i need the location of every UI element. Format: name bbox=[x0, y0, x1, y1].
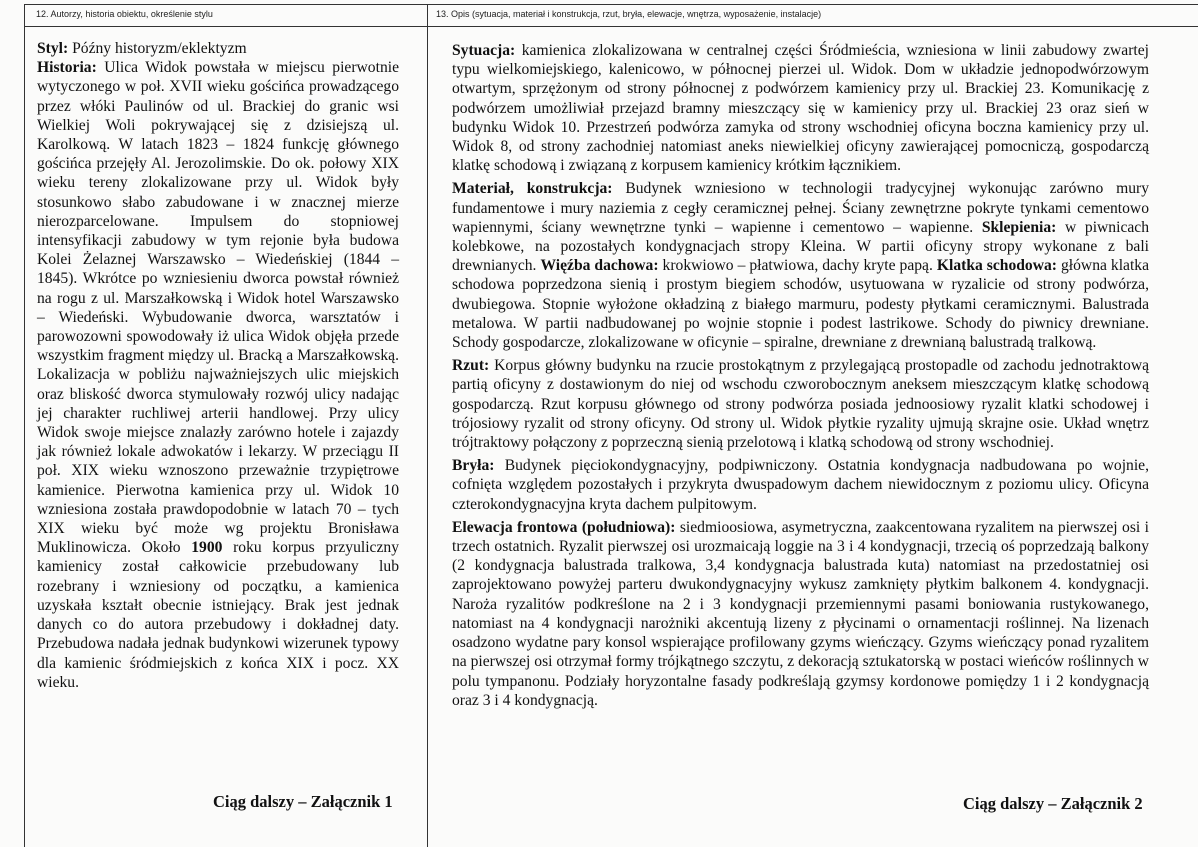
stairs-label: Klatka schodowa: bbox=[936, 257, 1057, 275]
history-column bbox=[37, 39, 399, 692]
material-paragraph bbox=[452, 179, 1149, 352]
roof-label: Więźba dachowa: bbox=[540, 257, 659, 275]
plan-paragraph bbox=[452, 356, 1149, 452]
facade-label: Elewacja frontowa (południowa): bbox=[452, 518, 676, 536]
situation-paragraph bbox=[452, 41, 1149, 175]
stairs-text: główna klatka schodowa poprzedzona sienią i prostym biegiem schodów, usytuowana w ryzalicie od strony podwórza, dwubiegowa. Stopnie wyłożone okładziną z białego marmuru, podesty płytkami ceramicznymi. Balustrada metalowa. W partii nadbudowanej po wojnie stopnie i podest lastrikowe. Schody do piwnicy drewniane. Schody gospodarcze, zlokalizowane w oficynie – spiralne, drewniane z drewnianą balustradą tralkową. bbox=[452, 257, 1150, 352]
mass-label: Bryła: bbox=[452, 457, 495, 475]
description-column bbox=[452, 41, 1149, 714]
history-text-2: roku korpus przyuliczny kamienicy został całkowicie przebudowany lub rozebrany i wzniesiony od początku, a kamienica uzyskała kształt obecnie istniejący. Brak jest jednak danych co do autora przebudowy i dokładnej daty. Przebudowa nadała jednak budynkowi wizerunek typowy dla kamienic śródmiejskich z końca XIX i pocz. XX wieku. bbox=[37, 539, 399, 691]
plan-label: Rzut: bbox=[452, 357, 490, 375]
situation-label: Sytuacja: bbox=[452, 42, 516, 59]
top-border-line bbox=[24, 4, 1198, 5]
mass-text: Budynek pięciokondygnacyjny, podpiwniczony. Ostatnia kondygnacja nadbudowana po wojnie, cofnięta względem pozostałych i przykryta dwuspadowym dachem niewidocznym z poziomu ulicy. Oficyna czterokondygnacyjna kryta dachem pulpitowym. bbox=[452, 457, 1150, 513]
style-value: Późny historyzm/eklektyzm bbox=[72, 40, 247, 57]
material-label: Materiał, konstrukcja: bbox=[452, 180, 613, 198]
history-text-1: Ulica Widok powstała w miejscu pierwotnie wytyczonego w poł. XVII wieku gościńca prowadzącego przez włóki Paulinów od ul. Brackiej do granic wsi Wielkiej Woli pokrywającej się z dzisiejszą ul. Karolkową. W latach 1823 – 1824 funkcję głównego gościńca przejęły Al. Jerozolimskie. Do ok. połowy XIX wieku tereny zlokalizowane przy ul. Widok były stosunkowo słabo zabudowane i w znacznej mierze nierozparcelowane. Impulsem do stopniowej intensyfikacji zabudowy w tym rejonie była budowa Kolei Żelaznej Warszawsko – Wiedeńskiej (1844 – 1845). Wkrótce po wzniesieniu dworca powstał również na rogu z ul. Marszałkowską i Widok hotel Warszawsko – Wiedeński. Wybudowanie dworca, warsztatów i parowozowni spowodowały iż ulica Widok objęła przede wszystkim fragment między ul. Bracką a Marszałkowską. Lokalizacja w pobliżu najważniejszych ulic miejskich oraz bliskość dworca stymulowały rozwój ulicy nadając jej charakter ruchliwej arterii handlowej. Przy ulicy Widok swoje miejsce znalazły zarówno hotele i zajazdy jak również lokale adwokatów i lekarzy. W przeciągu II poł. XIX wieku wznoszono przeważnie trzypiętrowe kamienice. Pierwotna kamienica przy ul. Widok 10 wzniesiona została prawdopodobnie w latach 70 – tych XIX wieku być może wg projektu Bronisława Muklinowicza. Około bbox=[37, 59, 399, 557]
history-paragraph bbox=[37, 58, 399, 692]
header-underline-left bbox=[24, 26, 427, 27]
continuation-note-left: Ciąg dalszy – Załącznik 1 bbox=[213, 792, 393, 811]
plan-text: Korpus główny budynku na rzucie prostokątnym z przylegającą prostopadle od zachodu jednotraktową partią oficyny z dostawionym do niej od wschodu czworobocznym aneksem mieszczącym klatkę schodową gospodarczą. Rzut korpusu głównego od strony podwórza posiada jednoosiowy ryzalit klatki schodowej i trójosiowy ryzalit od strony oficyny. Od strony ul. Widok płytkie ryzality ujmują skrajne osie. Układ wnętrz trójtraktowy połączony z poprzeczną sienią przelotową i klatką schodową od strony wschodniej. bbox=[452, 357, 1149, 452]
roof-text: krokwiowo – płatwiowa, dachy kryte papą. bbox=[662, 257, 937, 275]
facade-text: siedmioosiowa, asymetryczna, zaakcentowana ryzalitem na pierwszej osi i trzech ostatnich. Ryzalit pierwszej osi urozmaicają loggie na 3 i 4 kondygnacji, trzecią oś poprzedzają balkony (2 kondygnacja balustrada tralkowa, 3,4 kondygnacja balustrada kuta) natomiast na przedostatniej osi zaprojektowano powyżej parteru dwukondygnacyjny wykusz zamknięty płytkim balkonem 4. kondygnacji. Naroża ryzalitów podkreślone na 2 i 3 kondygnacji przemiennymi pasami boniowania rustykowanego, natomiast na 4 kondygnacji narożniki akcentują lizeny z płycinami o ornamentacji roślinnej. Na lizenach osadzono wydatne pary konsol wspierające profilowany gzyms wieńczący. Gzyms wieńczący ponad ryzalitem na pierwszej osi otrzymał formy trójkątnego szczytu, z dekoracją sztukatorską w postaci wieńców roślinnych w polu tympanonu. Podziały horyzontalne fasady podkreślają gzymsy kordonowe pomiędzy 1 i 2 kondygnacją oraz 3 i 4 kondygnacją. bbox=[452, 518, 1150, 709]
history-label: Historia: bbox=[37, 59, 97, 77]
vaults-label: Sklepienia: bbox=[981, 218, 1057, 236]
continuation-note-right: Ciąg dalszy – Załącznik 2 bbox=[963, 794, 1143, 813]
left-section-header: 12. Autorzy, historia obiektu, określenie stylu bbox=[36, 9, 213, 19]
vaults-text: w piwnicach kolebkowe, na pozostałych kondygnacjach stropy Kleina. W partii oficyny stropy wykonane z bali drewnianych. bbox=[452, 218, 1149, 275]
style-paragraph bbox=[37, 39, 399, 58]
mass-paragraph bbox=[452, 456, 1149, 514]
facade-paragraph bbox=[452, 518, 1149, 710]
situation-text: kamienica zlokalizowana w centralnej części Śródmieścia, wzniesiona w linii zabudowy zwartej typu wielkomiejskiego, kalenicowo, w północnej pierzei ul. Widok. Dom w układzie jednopodwórzowym otwartym, sprzężonym od strony północnej z podwórzem kamienicy przy ul. Brackiej 23. Komunikację z podwórzem umożliwiał przejazd bramny mieszczący się w kamienicy przy ul. Brackiej 23 oraz sień w budynku Widok 10. Przestrzeń podwórza zamyka od strony wschodniej oficyna boczna kamienicy przy ul. Widok 8, od strony zachodniej natomiast aneks niewielkiej oficyny zawierającej pomocniczą, gospodarczą klatkę schodową i związaną z korpusem kamienicy krótkim łącznikiem. bbox=[452, 42, 1149, 175]
left-border-line bbox=[24, 4, 25, 847]
history-year: 1900 bbox=[191, 539, 223, 557]
column-divider-line bbox=[427, 4, 428, 847]
material-text: Budynek wzniesiono w technologii tradycyjnej wykonując zarówno mury fundamentowe i mury naziemia z cegły ceramicznej pełnej. Ściany zewnętrzne pokryte tynkami cementowo wapiennymi, ściany wewnętrzne tynki – wapienne i cementowo – wapienne. bbox=[452, 180, 1149, 236]
header-underline-right bbox=[427, 26, 1198, 27]
style-label: Styl: bbox=[37, 40, 69, 57]
right-section-header: 13. Opis (sytuacja, materiał i konstrukcja, rzut, bryła, elewacje, wnętrza, wyposażenie, instalacje) bbox=[436, 9, 822, 19]
